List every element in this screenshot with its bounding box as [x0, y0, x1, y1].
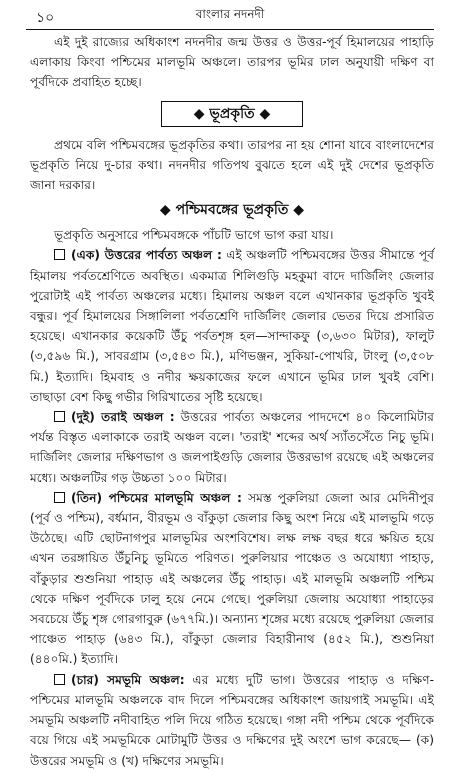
- sub-intro-paragraph: ভূপ্রকৃতি অনুসারে পশ্চিমবঙ্গকে পাঁচটি ভাগে ভাগ করা যায়।: [54, 228, 334, 243]
- checkbox-icon: [54, 411, 65, 422]
- region-text: উত্তরের পার্বত্য অঞ্চলের পাদদেশে ৪০ কিলোমিটার পর্যন্ত বিস্তৃত এলাকাকে তরাই অঞ্চল বলে। 'তরাই' শব্দের অর্থ স্যাঁতসেঁতে নিচু ভূমি। দার্জিলিং জেলার দক্ষিণভাগ ও জলপাইগুড়ি জেলার উত্তরভাগ রয়েছে এই অঞ্চলের মধ্যে। অঞ্চলটির গড় উচ্চতা ১০০ মিটার।: [30, 410, 434, 485]
- running-title: বাংলার নদনদী: [195, 7, 265, 21]
- header-rule: [26, 29, 434, 30]
- region-text: এর মধ্যে দুটি ভাগ। উত্তরের পাহাড় ও দক্ষিণ-পশ্চিমের মালভূমি অঞ্চলকে বাদ দিলে পশ্চিমবঙ্গের অধিকাংশ জায়গাই সমভূমি। এই সমভূমি অঞ্চলটি নদীবাহিত পলি দিয়ে গঠিত হয়েছে। গঙ্গা নদী পশ্চিম থেকে পূর্বদিকে বয়ে গিয়ে এই সমভূমিকে মোটামুটি উত্তর ও দক্ষিণের দুই অংশে ভাগ করেছে— (ক) উত্তরের সমভূমি ও (খ) দক্ষিণের সমভূমি।: [30, 672, 434, 768]
- region-paragraph-4: [30, 670, 434, 771]
- region-paragraph-3: [30, 488, 434, 670]
- region-text: সমস্ত পুরুলিয়া জেলা আর মেদিনীপুর (পূর্ব ও পশ্চিম), বর্ধমান, বীরভূম ও বাঁকুড়া জেলার কিছু অংশ নিয়ে এই মালভূমি গড়ে উঠেছে। এটি ছোটনাগপুর মালভূমির অংশবিশেষ। লক্ষ লক্ষ বছর ধরে ক্ষয়িত হয়ে এখন তরঙ্গায়িত উঁচুনিচু ভূমিতে পরিণত। পুরুলিয়ার পাঞ্চেত ও অযোধ্যা পাহাড়, বাঁকুড়ার শুশুনিয়া পাহাড় এই অঞ্চলের উঁচু পাহাড়। এই মালভূমি অঞ্চলটি পশ্চিম থেকে দক্ষিণ পূর্বদিকে ঢালু হয়ে নেমে গেছে। পুরুলিয়া জেলায় অযোধ্যা পাহাড়ের সবচেয়ে উঁচু শৃঙ্গ গোরগাবুরু (৬৭৭মি.)। অন্যান্য শৃঙ্গের মধ্যে রয়েছে পুরুলিয়া জেলার পাঞ্চেত পাহাড় (৬৪৩ মি.), বাঁকুড়া জেলার বিহারীনাথ (৪৫২ মি.), শুশুনিয়া (৪৪০মি.) ইত্যাদি।: [30, 490, 434, 667]
- sub-heading: ◆ পশ্চিমবঙ্গের ভূপ্রকৃতি ◆: [159, 202, 305, 219]
- region-title: (তিন) পশ্চিমের মালভূমি অঞ্চল :: [71, 490, 242, 505]
- checkbox-icon: [54, 492, 65, 503]
- checkbox-icon: [54, 674, 65, 685]
- section-paragraph: প্রথমে বলি পশ্চিমবঙ্গের ভূপ্রকৃতির কথা। তারপর না হয় শোনা যাবে বাংলাদেশের ভূপ্রকৃতি নিয়ে দু-চার কথা। নদনদীর গতিপথ বুঝতে হলে এই দুই দেশের ভূপ্রকৃতি জানা দরকার।: [30, 137, 434, 193]
- region-paragraph-1: [30, 245, 434, 407]
- region-title: (এক) উত্তরের পার্বত্য অঞ্চল :: [71, 248, 222, 263]
- page-content: [30, 32, 434, 771]
- intro-paragraph: এই দুই রাজ্যের অধিকাংশ নদনদীর জন্ম উত্তর ও উত্তর-পূর্ব হিমালয়ের পাহাড়ি এলাকায় কিংবা পশ্চিমের মালভূমি অঞ্চলে। তারপর ভূমির ঢাল অনুযায়ী দক্ষিণ বা পূর্বদিকে প্রবাহিত হচ্ছে।: [30, 35, 434, 90]
- section-heading: ◆ ভূপ্রকৃতি ◆: [161, 101, 303, 127]
- page-header: [0, 4, 460, 26]
- region-paragraph-2: [30, 407, 434, 488]
- checkbox-icon: [54, 249, 65, 260]
- region-title: (চার) সমভূমি অঞ্চল:: [71, 672, 185, 687]
- region-text: এই অঞ্চলটি পশ্চিমবঙ্গের উত্তর সীমান্তে পূর্ব হিমালয় পর্বতশ্রেণিতে অবস্থিত। একমাত্র শিলিগুড়ি মহকুমা বাদে দার্জিলিং জেলার পুরোটাই এই পার্বত্য অঞ্চলের মধ্যে। হিমালয় অঞ্চল বলে এখানকার ভূপ্রকৃতি খুবই বন্ধুর। পূর্ব হিমালয়ের সিঙ্গালিলা পর্বতশ্রেণি দার্জিলিং জেলার ভেতর দিয়ে প্রসারিত হয়েছে। এখানকার কয়েকটি উঁচু পর্বতশৃঙ্গ হল—সান্দাকফু (৩,৬৩০ মিটার), ফালুট (৩,৫৯৬ মি.), সাবরগ্রাম (৩,৫৪৩ মি.), মণিভঞ্জন, সুকিয়া-পোখরি, টাংলু (৩,৫০৮ মি.) ইত্যাদি। হিমবাহ ও নদীর ক্ষয়কাজের ফলে এখানে ভূমির ঢাল খুবই বেশি। তাছাড়া বেশ কিছু গভীর গিরিখাতের সৃষ্টি হয়েছে।: [30, 248, 434, 404]
- page-number: ১০: [36, 10, 55, 26]
- region-title: (দুই) তরাই অঞ্চল :: [71, 410, 175, 425]
